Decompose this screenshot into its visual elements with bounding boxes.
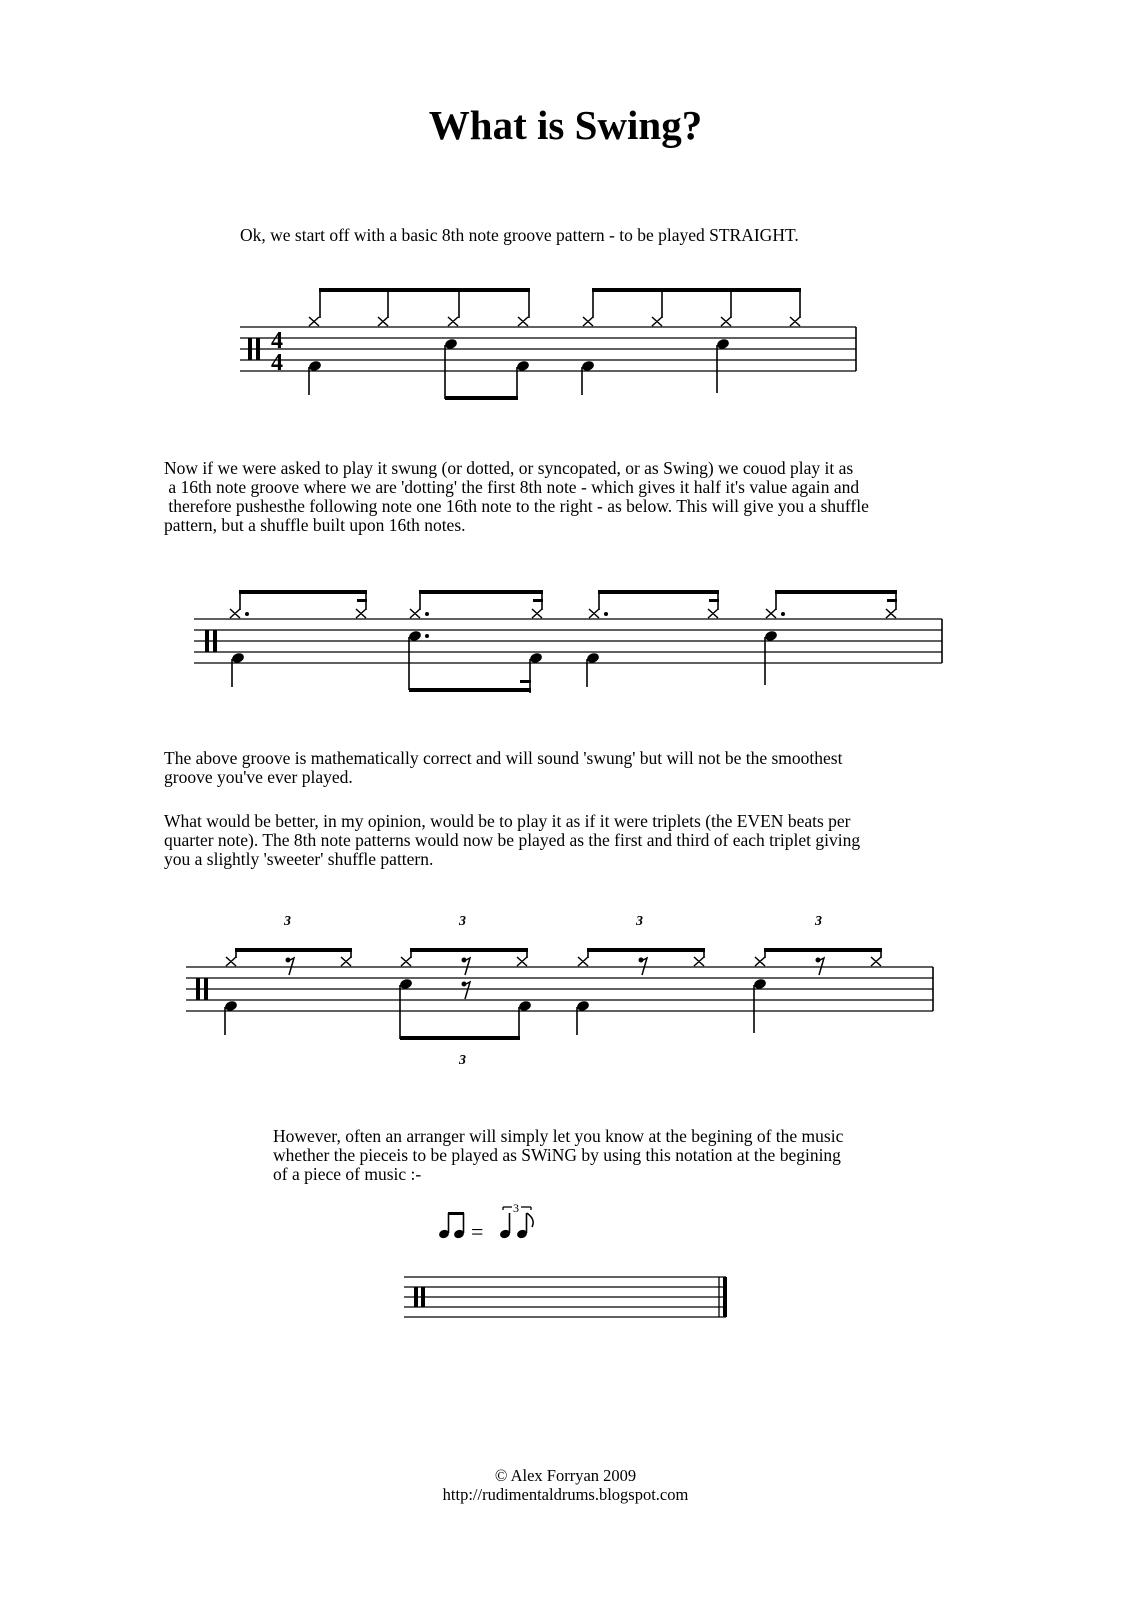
text-line: What would be better, in my opinion, would be to play it as if it were triplets (the EVEN beats per xyxy=(164,811,851,831)
text-line: Now if we were asked to play it swung (or dotted, or syncopated, or as Swing) we couod play it as xyxy=(164,458,854,478)
text-line: a 16th note groove where we are 'dotting' the first 8th note - which gives it half it's value again and xyxy=(164,477,860,497)
triplet-quarter-eighth-icon xyxy=(499,1201,533,1239)
text-line: quarter note). The 8th note patterns would now be played as the first and third of each triplet giving xyxy=(164,830,861,850)
text-line: pattern, but a shuffle built upon 16th notes. xyxy=(164,515,466,535)
staff-dotted-groove xyxy=(0,590,1131,710)
text-line: whether the pieceis to be played as SWiNG by using this notation at the begining xyxy=(273,1145,841,1165)
paragraph-triplets xyxy=(164,812,860,869)
tuplet-markers xyxy=(283,914,822,1068)
hihat-line xyxy=(230,590,897,618)
footer xyxy=(0,1466,1131,1504)
intro-paragraph: Ok, we start off with a basic 8th note groove pattern - to be played STRAIGHT. xyxy=(240,225,799,245)
kick-snare-line xyxy=(308,338,730,400)
copyright: © Alex Forryan 2009 xyxy=(494,1466,637,1485)
hihat-line xyxy=(309,288,801,326)
page-title: What is Swing? xyxy=(428,102,703,148)
svg-text:3: 3 xyxy=(636,914,643,929)
paragraph-dotted xyxy=(164,459,869,535)
text-line: you a slightly 'sweeter' shuffle pattern. xyxy=(164,849,434,869)
svg-text:3: 3 xyxy=(459,914,466,929)
kick-snare-line xyxy=(231,630,778,693)
eighth-pair-icon xyxy=(438,1212,465,1239)
staff-empty xyxy=(0,1268,1131,1328)
svg-text:3: 3 xyxy=(815,914,822,929)
paragraph-correct xyxy=(164,749,842,787)
kick-snare-line xyxy=(224,978,767,1040)
svg-text:3: 3 xyxy=(284,914,291,929)
swing-marking xyxy=(0,1201,1131,1245)
time-signature xyxy=(271,328,283,376)
hihat-line xyxy=(226,948,882,966)
svg-text:4: 4 xyxy=(271,350,283,376)
equals-sign: = xyxy=(471,1219,484,1244)
paragraph-notation xyxy=(273,1127,843,1184)
text-line: therefore pushesthe following note one 16th note to the right - as below. This will give you a shuffle xyxy=(164,496,869,516)
svg-text:3: 3 xyxy=(513,1201,519,1215)
svg-text:4: 4 xyxy=(271,328,283,354)
text-line: The above groove is mathematically correct and will sound 'swung' but will not be the smoothest xyxy=(164,748,843,768)
text-line: However, often an arranger will simply let you know at the begining of the music xyxy=(273,1126,844,1146)
staff-triplet-groove xyxy=(0,914,1131,1068)
text-line: groove you've ever played. xyxy=(164,767,353,787)
text-line: of a piece of music :- xyxy=(273,1164,422,1184)
svg-text:3: 3 xyxy=(459,1053,466,1068)
blog-url: http://rudimentaldrums.blogspot.com xyxy=(442,1485,689,1504)
staff-straight-groove xyxy=(0,280,1131,400)
